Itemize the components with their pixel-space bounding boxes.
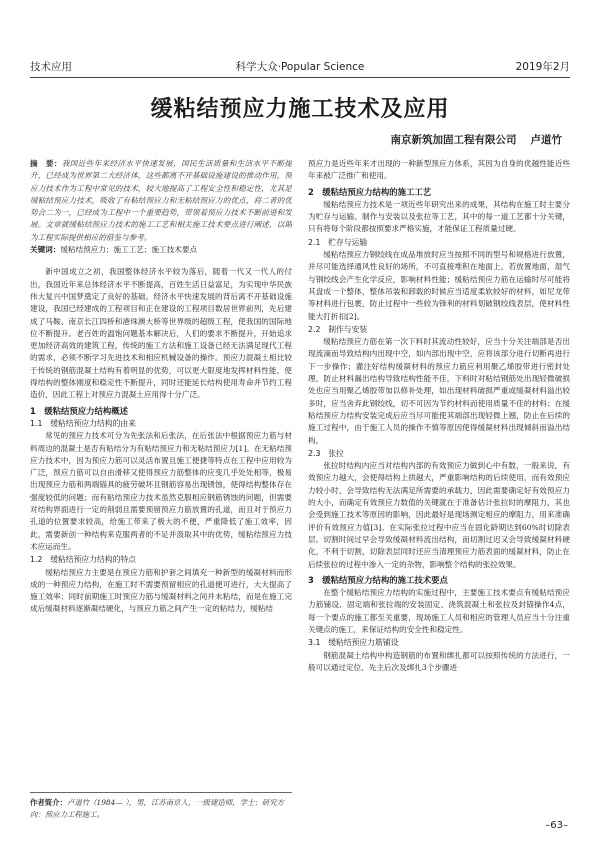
header-date: 2019年2月 <box>515 61 570 73</box>
paragraph-2-3: 张拉时结构内应当对结构内部的有效预应力做到心中有数，一般来说，有效预应力越大，会使得结构上拱越大，严重影响结构的后续使用，而有效预应力较小时，会导致结构无法满足所需要的承载力，因此需要确定好有效预应力的大小，而确定有效预应力数值的关键就在于准备估计张拉时的摩阻力，其也会受到施工技术等原因的影响，因此最好是现场测定相应的摩阻力，用来准确评价有效预应力值[3]。在实际张拉过程中应当在固化龄期达到60%时切除表层。切割时间过早会导致缓凝材料流出结构，而切割过迟又会导致缓凝材料硬化，不利于切割，切除表层同时还应当清理预应力筋表面的缓凝材料，防止在后续张拉的过程中渗入一定的杂物，影响整个结构的张拉效果。 <box>308 461 570 569</box>
abstract-label: 摘 要： <box>30 159 62 168</box>
subsection-heading-2-1: 2.1 贮存与运输 <box>308 237 368 247</box>
subsection-heading-3-1: 3.1 缓粘结预应力筋铺设 <box>308 638 399 648</box>
running-header <box>30 55 570 78</box>
section-heading-1: 1 缓粘结预应力结构概述 <box>30 405 128 416</box>
subsection-heading-1-2: 1.2 缓粘结预应力结构的特点 <box>30 555 136 565</box>
paragraph-continued: 预应力是近些年来才出现的一种新型预应力体系，其因为自身的优越性能近些年来被广泛推广和使用。 <box>308 159 570 181</box>
author-note-text: 卢道竹（1984— ），男，江苏南京人，一级建造师，学士；研究方向：预应力工程施工。 <box>30 798 284 819</box>
byline <box>391 132 563 147</box>
paragraph-3-1: 钢筋混凝土结构中构造钢筋的布置和绑扎都可以按照传统的方法进行，一般可以通过定位、先主后次及绑扎3个步骤进 <box>308 650 570 672</box>
right-column <box>308 158 570 818</box>
article-title: 缓粘结预应力施工技术及应用 <box>150 97 450 122</box>
section-heading-3: 3 缓粘结预应力结构的施工技术要点 <box>308 574 448 585</box>
paragraph-2: 缓粘结预应力技术是一项近些年研究出来的成果，其结构在施工时主要分为贮存与运输、制作与安装以及张拉等工艺，其中的每一道工艺都十分关键，只有将每个阶段都按照要求严格实施，才能保证工程质量过硬。 <box>308 199 570 234</box>
keywords-text: 缓粘结预应力；施工工艺；施工技术要点 <box>60 245 198 255</box>
section-heading-2: 2 缓粘结预应力结构的施工工艺 <box>308 186 432 197</box>
header-journal: 科学大众·Popular Science <box>235 61 365 73</box>
page-number: –63– <box>545 820 568 831</box>
abstract <box>30 158 292 244</box>
left-column <box>30 158 292 790</box>
intro-paragraph: 新中国成立之初，我国整体经济水平较为落后，随着一代又一代人的付出，我国近年来总体经济水平不断提高，百姓生活日益富足，为实现中华民族伟大复兴中国梦奠定了良好的基础。经济水平快速发展的背后离不开基础设施建设，我国已经建成的工程项目和正在建设的工程项目数居世界前列，先后建成了马鞍、南京长江四桥和港珠澳大桥等世界级的超级工程，使我国的国际地位不断提升。老百姓的温饱问题基本解决后，人们的要求不断提升，开始追求更加经济高效的建筑工程，传统的施工方法和施工设备已经无法满足现代工程的需求，必须不断学习先进技术和相应机械设备的操作。预应力混凝土相比较于传统的钢筋混凝土结构有着明显的优势，可以更大限度地发挥材料性能，使得结构的整体刚度和稳定性不断提升，同时还能延长结构使用寿命并节约工程造价，因此工程上对预应力混凝土应用得十分广泛。 <box>30 267 292 400</box>
abstract-text: 我国近些年来经济水平快速发展，国民生活质量和生活水平不断提升，已经成为世界第二大经济体，这些都离不开基础设施建设的推动作用，预应力技术作为工程中常见的技术，较大地提高了工程安全性和稳定性，尤其是缓粘结预应力技术，吸收了有粘结预应力和无粘结预应力的优点，将二者的优势合二为一，已经成为工程中一个重要趋势，带领着预应力技术不断前进和发展。文章就缓粘结预应力技术的施工工艺和相关施工技术要点进行阐述，以期为工程实际提供相应的借鉴与参考。 <box>30 159 292 242</box>
paragraph-2-2: 缓粘结预应力筋在第一次下料时其流动性较好，应当十分关注端部是否出现流滴而导致结构内出现中空，如内部出现中空，应将该部分进行切断再进行下一步操作；灌注好结构缓凝材料的预应力筋应利用聚乙烯胶带进行密封处理，防止材料漏出结构导致结构性能不佳，下料时对粘结钢筋处出现轻微破损处也应当用聚乙烯胶带加以修补处理，如出现材料破损严重或缓凝材料溢出较多时，应当舍弃此钢绞线，切不可因为节约材料而使用质量不佳的材料；在缓粘结预应力结构安装完成后应当尽可能使其端部出现轻微上翘，防止在后续的施工过程中，由于施工人员的操作不慎等原因使得缓凝材料出现倾斜而溢出结构。 <box>308 337 570 445</box>
subsection-heading-2-2: 2.2 制作与安装 <box>308 324 368 334</box>
subsection-heading-2-3: 2.3 张拉 <box>308 448 344 458</box>
keywords <box>30 244 292 256</box>
paragraph-1-1: 常见的预应力技术可分为先张法和后张法，在后张法中根据预应力筋与材料周边的混凝土是否有粘结分为有粘结预应力和无粘结预应力[1]。在无粘结预应力技术中，因为预应力筋可以灵活布置且施工便捷等特点在工程中应用较为广泛，预应力筋可以自由滑移又使得预应力筋整体的应变几乎处处相等，极易出现预应力筋和两端锚具的疲劳破坏且钢筋容易出现锈蚀，使得结构整体存在强度较低的问题；而有粘结预应力技术虽然克服相应钢筋锈蚀的问题，但需要对结构界面进行一定的削弱且需要预留预应力筋放置的孔道，而且对于预应力孔道的位置要求较高，给施工带来了极大的不便，严重降低了施工效率，因此，需要新创一种结构来克服两者的不足并汲取其中的优势，缓粘结预应力技术应运而生。 <box>30 431 292 551</box>
keywords-label: 关键词： <box>30 245 61 255</box>
author-footnote <box>30 792 292 821</box>
subsection-heading-1-1: 1.1 缓粘结预应力结构的由来 <box>30 418 136 428</box>
paragraph-1-2: 缓粘结预应力主要是在预应力筋和护套之间填充一种新型的缓凝材料而形成的一种预应力结构，在施工时不需要预留相应的孔道便可进行，大大提高了施工效率；同时前期施工时预应力筋与缓凝材料之间并未粘结，而是在施工完成后缓凝材料逐渐凝结硬化，与预应力筋之间产生一定的粘结力，缓粘结 <box>30 567 292 614</box>
author-note-label: 作者简介： <box>30 798 67 807</box>
header-section: 技术应用 <box>30 61 72 73</box>
author-name: 卢道竹 <box>530 134 562 146</box>
paragraph-3: 在整个缓粘结预应力结构的实施过程中，主要施工技术要点有缓粘结预应力筋铺设、固定端和张拉端的安装固定、浇筑混凝土和张拉及封锚操作4点，每一个要点的施工都至关重要，现场施工人员和相应的管理人员应当十分注重关键点的施工，来保证结构的安全性和稳定性。 <box>308 588 570 634</box>
author-organization: 南京新筑加固工程有限公司 <box>390 134 517 146</box>
paragraph-2-1: 缓粘结预应力钢绞线在成品堆放时应当按照不同的型号和规格进行放置，并尽可能选择通风性良好的场所，不可直接堆积在地面上，若放置地面，湿气与钢绞线会产生化学反应，影响材料性能；缓粘结预应力筋在运输时尽可能将其盘成一个整体，整体吊装和卸载的时候应当适度柔软较好的材料，如尼龙带等材料进行包裹，防止过程中一些较为锋利的材料划破钢绞线表层，使材料性能大打折扣[2]。 <box>308 250 570 321</box>
